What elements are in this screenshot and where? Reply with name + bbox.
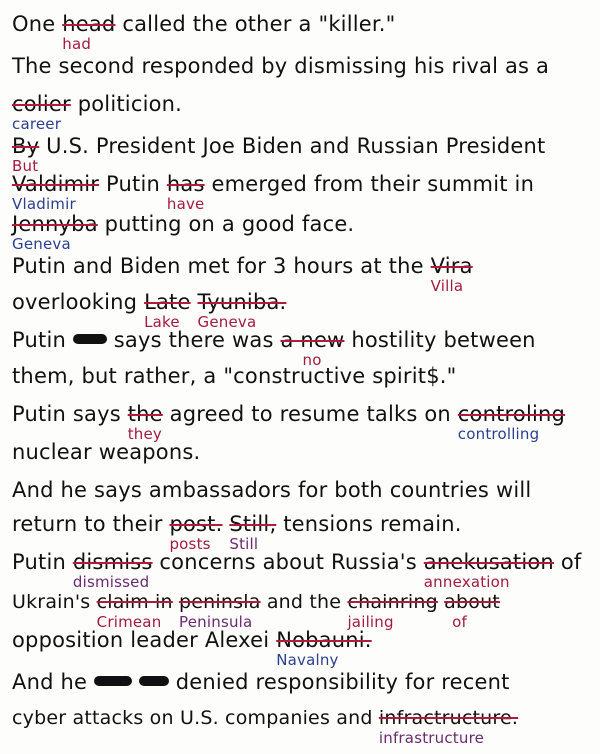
- struck-word: By: [12, 134, 40, 158]
- text-line: [12, 212, 355, 253]
- correction: annexation: [423, 573, 510, 591]
- correction: Villa: [430, 277, 464, 295]
- correction: dismissed: [72, 573, 150, 591]
- struck-word: infractructure.: [378, 707, 519, 729]
- line-text: nuclear weapons.: [12, 440, 201, 464]
- text-line: [12, 590, 500, 631]
- struck-word: Jennyba: [12, 212, 98, 236]
- correction: of: [452, 613, 467, 631]
- text-line: [12, 706, 519, 747]
- correction: Lake: [144, 313, 180, 331]
- text-line: [12, 92, 183, 133]
- text-line: [12, 628, 372, 669]
- struck-word: has: [166, 172, 205, 196]
- correction: they: [127, 425, 163, 443]
- line-pre: overlooking: [12, 290, 145, 314]
- line-mid: [191, 290, 198, 314]
- correction: jailing: [347, 613, 394, 631]
- line-post2: of: [553, 550, 582, 574]
- struck-word: Nobauni.: [276, 628, 372, 652]
- struck-word: chainring: [347, 591, 438, 613]
- ink-scribble: [94, 676, 132, 686]
- struck-word: Valdimir: [12, 172, 100, 196]
- text-line: [12, 254, 473, 295]
- correction: no: [302, 351, 322, 369]
- line-post: called the other a "killer.": [115, 12, 396, 36]
- struck-word: colier: [12, 92, 71, 116]
- text-line: [12, 54, 549, 78]
- text-line: [12, 172, 535, 213]
- correction: Geneva: [12, 235, 71, 253]
- correction: Navalny: [276, 651, 339, 669]
- struck-word: Vira: [430, 254, 473, 278]
- line-mid: [222, 512, 229, 536]
- correction: Peninsula: [179, 613, 253, 631]
- ink-scribble: [139, 676, 169, 686]
- line-post: concerns about Russia's: [152, 550, 424, 574]
- line-post: U.S. President Joe Biden and Russian President: [39, 134, 546, 158]
- correction: posts: [169, 535, 211, 553]
- struck-word: dismiss: [72, 550, 153, 574]
- line-pre: Ukrain's: [12, 591, 97, 613]
- text-line: [12, 670, 510, 694]
- struck-word: Still,: [229, 512, 277, 536]
- correction: career: [12, 115, 62, 133]
- line-text: them, but rather, a "constructive spirit$.": [12, 364, 457, 388]
- line-text: The second responded by dismissing his rival as a: [12, 54, 550, 78]
- correction: infrastructure: [378, 729, 485, 747]
- line-post: says there was: [106, 328, 281, 352]
- line-post: politicion.: [70, 92, 183, 116]
- correction: But: [12, 157, 39, 175]
- line-pre: One: [12, 12, 63, 36]
- text-line: [12, 134, 546, 175]
- text-line: [12, 328, 536, 369]
- struck-word: anekusation: [423, 550, 554, 574]
- line-post2: hostility between: [344, 328, 536, 352]
- correction: Crimean: [96, 613, 162, 631]
- struck-word: the: [127, 402, 163, 426]
- struck-word: Tyuniba.: [197, 290, 287, 314]
- struck-word: controling: [457, 402, 566, 426]
- line-pre: Putin says: [12, 402, 128, 426]
- struck-word: peninsla: [179, 591, 261, 613]
- line-post: agreed to resume talks on: [162, 402, 458, 426]
- line-pre: Putin: [12, 328, 73, 352]
- ink-scribble: [73, 334, 107, 344]
- text-line: [12, 478, 531, 502]
- text-line: [12, 290, 287, 331]
- line-mid: Putin: [99, 172, 167, 196]
- line-post: emerged from their summit in: [204, 172, 535, 196]
- line-pre: opposition leader Alexei: [12, 628, 277, 652]
- line-pre: And he: [12, 670, 94, 694]
- correction: Vladimir: [12, 195, 76, 213]
- struck-word: head: [62, 12, 116, 36]
- text-line: [12, 550, 582, 591]
- line-text: And he says ambassadors for both countries will: [12, 478, 532, 502]
- text-line: [12, 440, 200, 464]
- correction: had: [62, 35, 92, 53]
- line-pre: cyber attacks on U.S. companies and: [12, 707, 379, 729]
- correction: have: [166, 195, 205, 213]
- text-line: [12, 402, 566, 443]
- line-post: denied responsibility for recent: [168, 670, 510, 694]
- struck-word: claim in: [96, 591, 173, 613]
- line-post: putting on a good face.: [97, 212, 355, 236]
- correction: controlling: [457, 425, 540, 443]
- correction: Geneva: [197, 313, 257, 331]
- struck-word: a new: [280, 328, 345, 352]
- line-pre: Putin and Biden met for 3 hours at the: [12, 254, 431, 278]
- text-line: [12, 512, 462, 553]
- struck-word: about: [444, 591, 500, 613]
- text-line: [12, 364, 457, 388]
- line-pre: Putin: [12, 550, 73, 574]
- line-pre: return to their: [12, 512, 170, 536]
- line-post: tensions remain.: [276, 512, 462, 536]
- struck-word: post.: [169, 512, 223, 536]
- line-post: and the: [260, 591, 348, 613]
- text-line: [12, 12, 396, 53]
- struck-word: Late: [144, 290, 191, 314]
- correction: Still: [229, 535, 259, 553]
